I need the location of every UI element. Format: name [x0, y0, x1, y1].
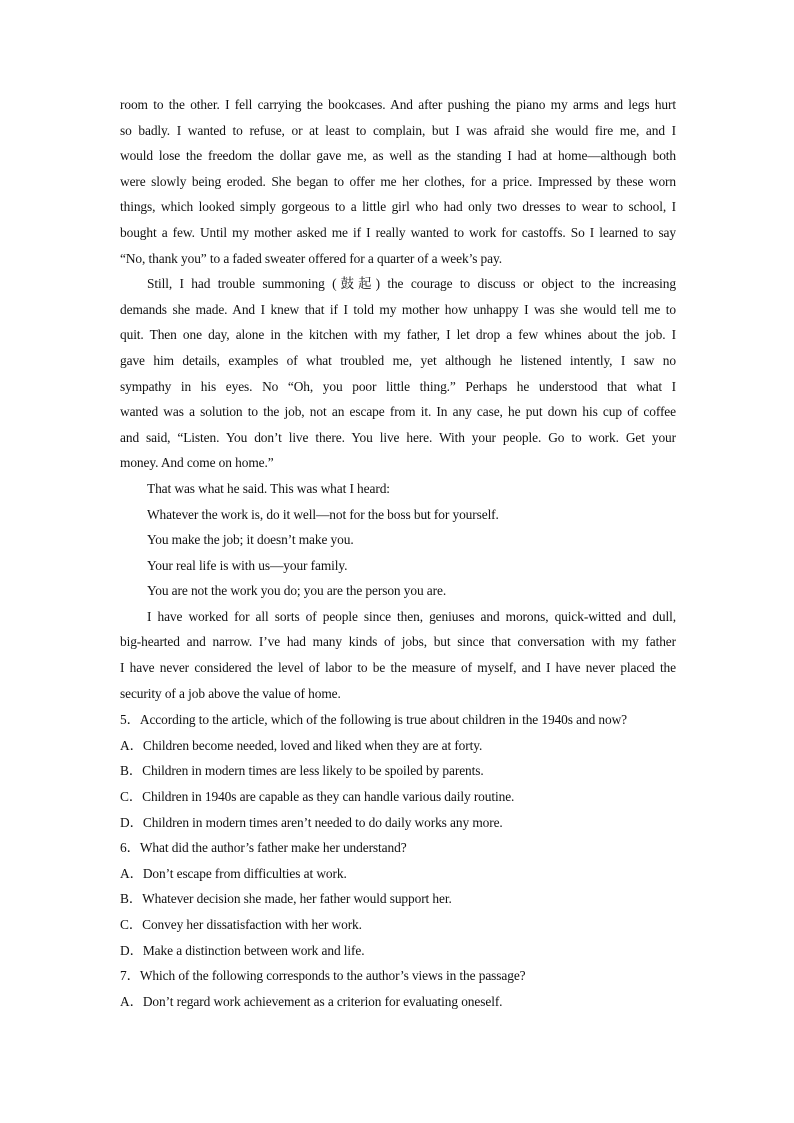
question-7 [120, 963, 676, 1014]
question-option: A．Don’t regard work achievement as a criterion for evaluating oneself. [120, 993, 503, 1009]
text-line: room to the other. I fell carrying the bookcases. And after pushing the piano my arms and legs hurt [120, 97, 676, 112]
question-option: C．Convey her dissatisfaction with her work. [120, 917, 362, 932]
text-line: sympathy in his eyes. No “Oh, you poor little thing.” Perhaps he understood that what I [120, 378, 676, 394]
paragraph-5: You make the job; it doesn’t make you. [147, 532, 354, 548]
paragraph-6: Your real life is with us—your family. [147, 557, 348, 573]
paragraph-8 [120, 604, 676, 706]
question-option: A．Don’t escape from difficulties at work. [120, 865, 347, 881]
text-line: big-hearted and narrow. I’ve had many kinds of jobs, but since that conversation with my father [120, 634, 676, 650]
question-5 [120, 707, 676, 835]
question-option: D．Make a distinction between work and life. [120, 942, 365, 958]
document-page [120, 92, 676, 1014]
paragraph-7: You are not the work you do; you are the person you are. [147, 583, 447, 599]
text-line: gave him details, examples of what troubled me, yet although he listened intently, I saw no [120, 352, 676, 368]
text-line: wanted was a solution to the job, not an escape from it. In any case, he put down his cup of coffee [120, 404, 676, 420]
question-option: C．Children in 1940s are capable as they can handle various daily routine. [120, 789, 515, 805]
text-line: Still, I had trouble summoning (鼓起) the courage to discuss or object to the increasing [147, 276, 676, 292]
text-line: money. And come on home.” [120, 455, 274, 471]
text-line: security of a job above the value of home. [120, 685, 341, 701]
text-line: were slowly being eroded. She began to offer me her clothes, for a price. Impressed by these worn [120, 173, 676, 189]
paragraph-1 [120, 92, 676, 271]
text-line: things, which looked simply gorgeous to a little girl who had only two dresses to wear to school, I [120, 199, 676, 215]
text-line: so badly. I wanted to refuse, or at least to complain, but I was afraid she would fire me, and I [120, 122, 676, 138]
paragraph-2 [120, 271, 676, 476]
text-line: bought a few. Until my mother asked me if I really wanted to work for castoffs. So I learned to say [120, 224, 676, 240]
question-option: D．Children in modern times aren’t needed to do daily works any more. [120, 814, 503, 830]
paragraph-4: Whatever the work is, do it well—not for the boss but for yourself. [147, 506, 499, 522]
question-stem: 7．Which of the following corresponds to the author’s views in the passage? [120, 968, 526, 984]
question-option: B．Children in modern times are less likely to be spoiled by parents. [120, 763, 484, 779]
question-stem: 6．What did the author’s father make her understand? [120, 840, 407, 856]
text-line: demands she made. And I knew that if I told my mother how unhappy I was she would tell me to [120, 301, 676, 317]
text-line: I have worked for all sorts of people since then, geniuses and morons, quick-witted and dull, [147, 608, 676, 624]
text-line: I have never considered the level of labor to be the measure of myself, and I have never placed the [120, 660, 676, 676]
text-line: quit. Then one day, alone in the kitchen with my father, I let drop a few whines about the job. I [120, 327, 676, 343]
question-option: B．Whatever decision she made, her father would support her. [120, 891, 452, 907]
text-line: “No, thank you” to a faded sweater offered for a quarter of a week’s pay. [120, 250, 502, 266]
question-option: A．Children become needed, loved and liked when they are at forty. [120, 737, 483, 753]
question-stem: 5．According to the article, which of the following is true about children in the 1940s and now? [120, 712, 628, 728]
paragraph-3: That was what he said. This was what I heard: [147, 480, 390, 496]
text-line: would lose the freedom the dollar gave me, as well as the standing I had at home—although both [120, 148, 676, 164]
question-6 [120, 835, 676, 963]
text-line: and said, “Listen. You don’t live there. You live here. With your people. Go to work. Get your [120, 429, 676, 445]
